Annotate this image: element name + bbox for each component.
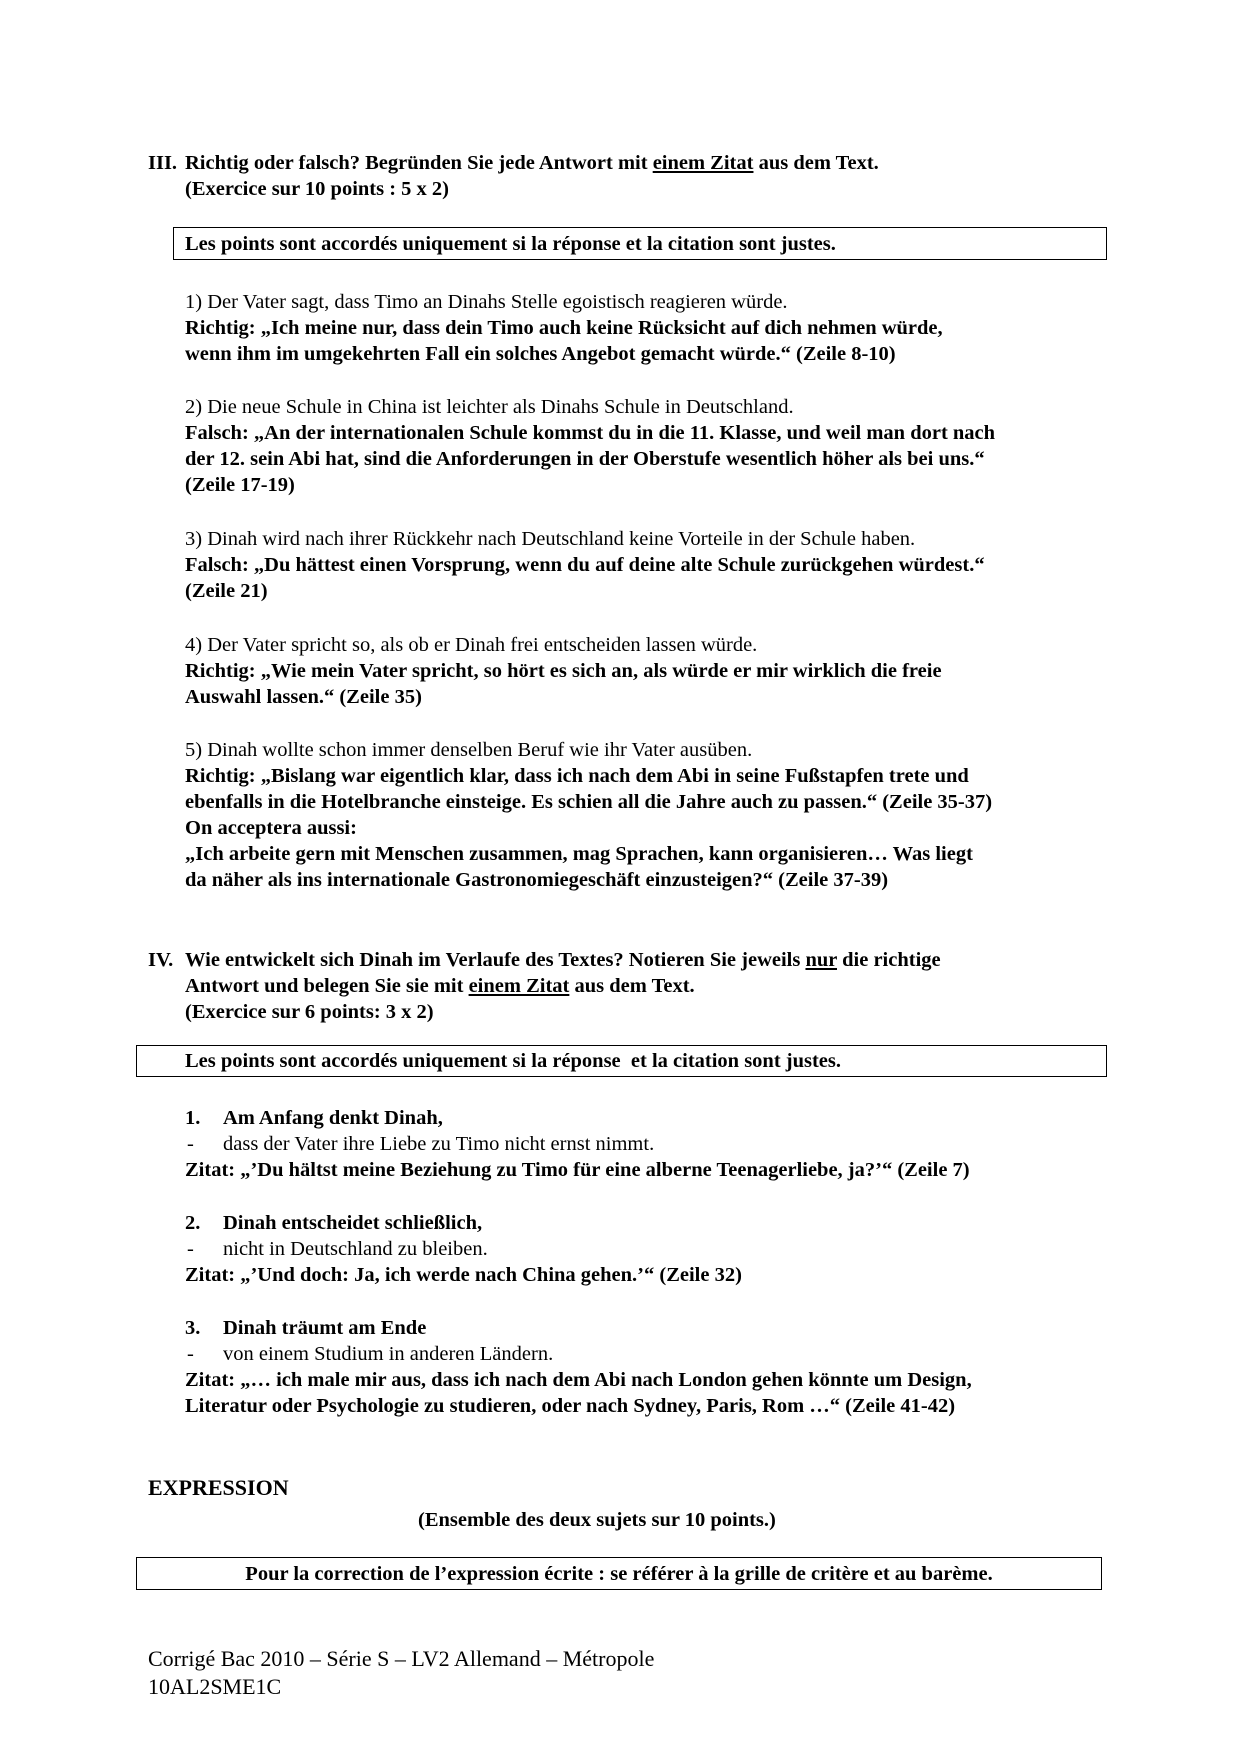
s4-item-2-dash: - [187,1238,194,1260]
s3-item-2-answer-line-2: der 12. sein Abi hat, sind die Anforderungen in der Oberstufe wesentlich höher als bei uns.“ [185,448,985,470]
s3-item-5-answer-line-4: „Ich arbeite gern mit Menschen zusammen, mag Sprachen, kann organisieren… Was liegt [185,843,973,865]
s3-item-5-answer-line-2: ebenfalls in die Hotelbranche einsteige. Es schien all die Jahre auch zu passen.“ (Zeile 35-37) [185,791,993,813]
s3-item-2-statement: 2) Die neue Schule in China ist leichter als Dinahs Schule in Deutschland. [185,396,794,418]
footer-line-2: 10AL2SME1C [148,1674,282,1699]
expression-points: (Ensemble des deux sujets sur 10 points.) [418,1509,776,1531]
s4-item-3-title: Dinah träumt am Ende [223,1317,427,1339]
s4-item-3-number: 3. [185,1317,201,1339]
s4-item-1-dash: - [187,1133,194,1155]
s3-item-1-answer-line-1: Richtig: „Ich meine nur, dass dein Timo auch keine Rücksicht auf dich nehmen würde, [185,317,943,339]
s4-item-1-title: Am Anfang denkt Dinah, [223,1107,443,1129]
s3-item-4-answer-line-2: Auswahl lassen.“ (Zeile 35) [185,686,422,708]
expression-notice-text: Pour la correction de l’expression écrite : se référer à la grille de critère et au barème. [245,1563,993,1585]
s3-item-2-answer-line-3: (Zeile 17-19) [185,474,295,496]
s3-item-5-answer-line-5: da näher als ins internationale Gastronomiegeschäft einzusteigen?“ (Zeile 37-39) [185,869,889,891]
s4-item-2-answer: nicht in Deutschland zu bleiben. [223,1238,488,1260]
expression-title: EXPRESSION [148,1475,289,1500]
section-4-number: IV. [148,949,174,971]
s3-item-3-statement: 3) Dinah wird nach ihrer Rückkehr nach Deutschland keine Vorteile in der Schule haben. [185,528,916,550]
s4-item-1-number: 1. [185,1107,201,1129]
s4-item-1-answer: dass der Vater ihre Liebe zu Timo nicht ernst nimmt. [223,1133,655,1155]
s3-item-4-answer-line-1: Richtig: „Wie mein Vater spricht, so hört es sich an, als würde er mir wirklich die freie [185,660,942,682]
s4-item-3-dash: - [187,1343,194,1365]
s3-item-2-answer-line-1: Falsch: „An der internationalen Schule kommst du in die 11. Klasse, und weil man dort nach [185,422,996,444]
footer-line-1: Corrigé Bac 2010 – Série S – LV2 Allemand – Métropole [148,1646,655,1671]
section-3-heading: Richtig oder falsch? Begründen Sie jede Antwort mit einem Zitat aus dem Text. [185,152,879,174]
section-4-notice-text: Les points sont accordés uniquement si la réponse et la citation sont justes. [185,1050,842,1072]
s4-item-2-quote: Zitat: „’Und doch: Ja, ich werde nach China gehen.’“ (Zeile 32) [185,1264,742,1286]
expression-notice-box [136,1557,1102,1590]
s3-item-5-answer-line-1: Richtig: „Bislang war eigentlich klar, dass ich nach dem Abi in seine Fußstapfen trete und [185,765,969,787]
s4-item-3-answer: von einem Studium in anderen Ländern. [223,1343,554,1365]
s3-item-5-answer-line-3: On acceptera aussi: [185,817,357,839]
section-3-notice-text: Les points sont accordés uniquement si la réponse et la citation sont justes. [185,233,836,255]
section-3-number: III. [148,152,178,174]
s4-item-2-title: Dinah entscheidet schließlich, [223,1212,483,1234]
section-4-heading-line-1: Wie entwickelt sich Dinah im Verlaufe des Textes? Notieren Sie jeweils nur die richtige [185,949,941,971]
s3-item-3-answer-line-2: (Zeile 21) [185,580,268,602]
section-3-points: (Exercice sur 10 points : 5 x 2) [185,178,450,200]
s3-item-3-answer-line-1: Falsch: „Du hättest einen Vorsprung, wenn du auf deine alte Schule zurückgehen würdest.“ [185,554,985,576]
section-4-points: (Exercice sur 6 points: 3 x 2) [185,1001,434,1023]
s3-item-4-statement: 4) Der Vater spricht so, als ob er Dinah frei entscheiden lassen würde. [185,634,758,656]
s4-item-2-number: 2. [185,1212,201,1234]
s4-item-1-quote: Zitat: „’Du hältst meine Beziehung zu Timo für eine alberne Teenagerliebe, ja?’“ (Zeile 7) [185,1159,970,1181]
s4-item-3-quote-line-1: Zitat: „… ich male mir aus, dass ich nach dem Abi nach London gehen könnte um Design, [185,1369,972,1391]
section-4-heading-line-2: Antwort und belegen Sie sie mit einem Zitat aus dem Text. [185,975,695,997]
s3-item-1-answer-line-2: wenn ihm im umgekehrten Fall ein solches Angebot gemacht würde.“ (Zeile 8-10) [185,343,896,365]
s3-item-5-statement: 5) Dinah wollte schon immer denselben Beruf wie ihr Vater ausüben. [185,739,753,761]
s3-item-1-statement: 1) Der Vater sagt, dass Timo an Dinahs Stelle egoistisch reagieren würde. [185,291,788,313]
section-3-notice-box [173,227,1107,260]
s4-item-3-quote-line-2: Literatur oder Psychologie zu studieren, oder nach Sydney, Paris, Rom …“ (Zeile 41-42) [185,1395,956,1417]
section-4-notice-box [136,1045,1107,1077]
